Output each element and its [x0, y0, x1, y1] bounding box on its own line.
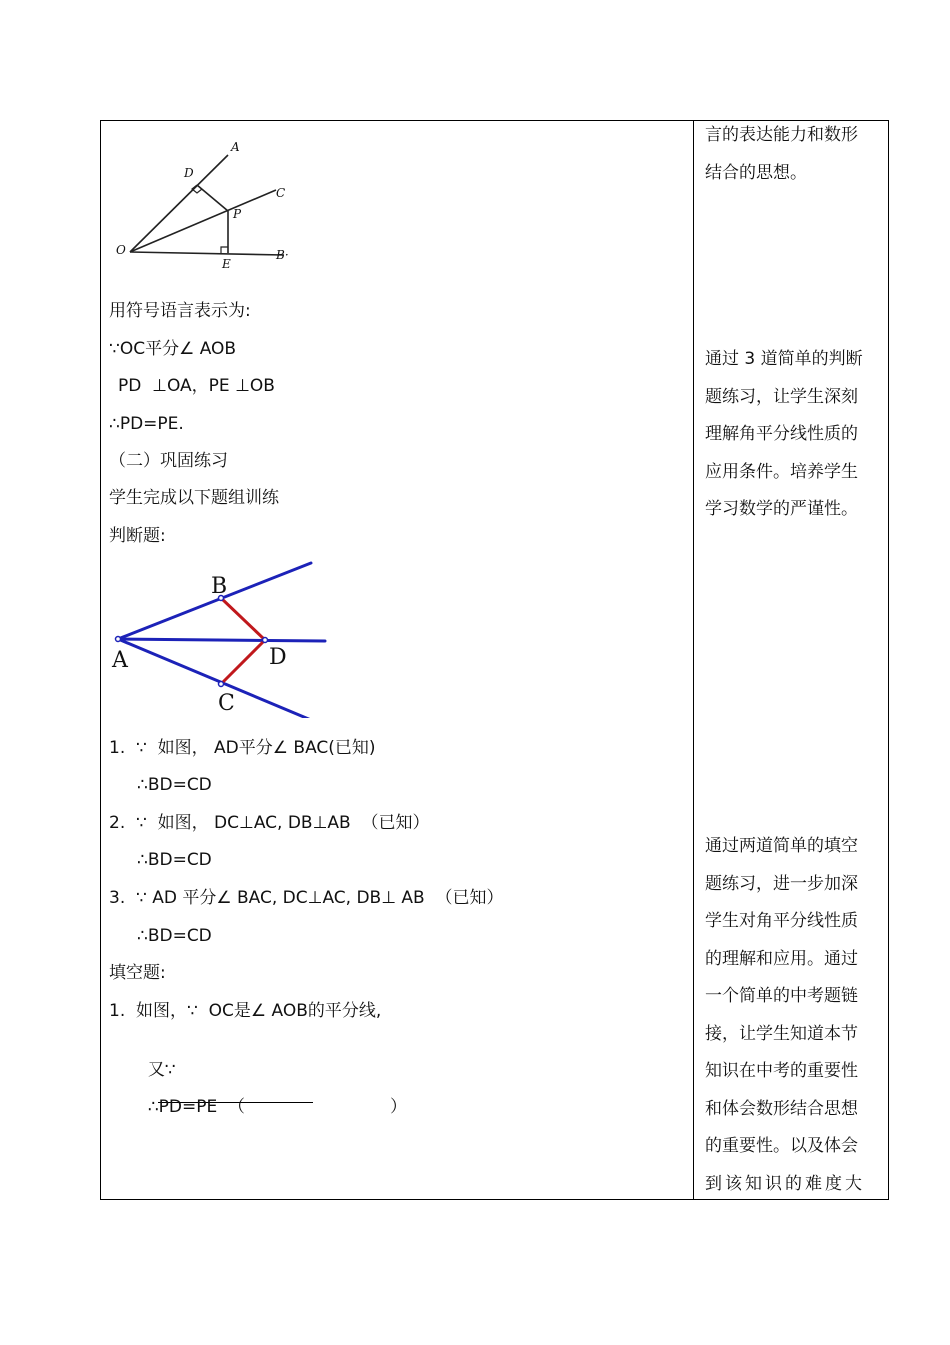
angle-bisector-figure: [108, 135, 298, 275]
note-line: 的理解和应用。通过: [705, 948, 858, 969]
label-p: P: [233, 207, 242, 221]
section-heading: （二）巩固练习: [109, 451, 228, 471]
fill-also: 又∵: [147, 1060, 176, 1080]
label-d: D: [269, 645, 287, 670]
conclusion: ∴PD=PE.: [109, 414, 184, 434]
segment-cd: [221, 640, 265, 684]
note-line: 题练习，让学生深刻: [705, 386, 858, 407]
label-b: B·: [276, 248, 289, 262]
note-line: 通过 3 道简单的判断: [705, 349, 863, 369]
point-a: [116, 637, 121, 642]
fill-title: 填空题:: [109, 963, 166, 983]
instruction: 学生完成以下题组训练: [109, 488, 279, 508]
label-a: A: [231, 140, 240, 154]
given-perpendicular: PD ⊥OA，PE ⊥OB: [118, 376, 275, 396]
notes-block-2: [705, 341, 885, 529]
label-b: B: [211, 574, 228, 599]
judge-q3: 3. ∵ AD 平分∠ BAC, DC⊥AC, DB⊥ AB （已知）: [109, 888, 504, 908]
note-line: 接，让学生知道本节: [705, 1023, 858, 1044]
judge-title: 判断题:: [109, 526, 166, 546]
note-line: 学生对角平分线性质: [705, 911, 858, 931]
fill-answer-line: [137, 1074, 407, 1118]
ray-ad: [118, 639, 325, 641]
note-line: 到该知识的难度大: [705, 1173, 865, 1194]
right-angle-mark-e: [221, 247, 228, 253]
fill-ans-suffix: ）: [390, 1097, 408, 1117]
label-c: C: [218, 691, 235, 716]
label-e: E: [222, 257, 231, 271]
judge-q1: 1. ∵ 如图， AD平分∠ BAC(已知): [109, 738, 376, 758]
ray-oa: [130, 155, 228, 252]
label-d: D: [184, 166, 194, 180]
fill-ans-prefix: ∴PD=PE （: [147, 1097, 246, 1117]
point-d: [263, 638, 268, 643]
judge-a1: ∴BD=CD: [137, 775, 212, 795]
note-line: 通过两道简单的填空: [705, 836, 858, 856]
segment-bd: [221, 598, 265, 640]
note-line: 的重要性。以及体会: [705, 1136, 858, 1156]
point-c: [219, 682, 224, 687]
label-a: A: [112, 648, 128, 673]
ray-oc: [130, 190, 276, 252]
abcd-figure: [108, 558, 338, 718]
note-line: 理解角平分线性质的: [705, 424, 858, 444]
judge-a2: ∴BD=CD: [137, 850, 212, 870]
note-line: 题练习，进一步加深: [705, 873, 858, 894]
note-line: 结合的思想。: [705, 162, 807, 183]
notes-block-1: [705, 117, 885, 192]
column-divider: [693, 120, 694, 1200]
judge-q2: 2. ∵ 如图， DC⊥AC, DB⊥AB （已知）: [109, 813, 430, 833]
symbol-intro: 用符号语言表示为:: [109, 301, 251, 321]
fill-q1: 1. 如图，∵ OC是∠ AOB的平分线,: [109, 1001, 382, 1021]
notes-block-3: [705, 828, 885, 1203]
note-line: 一个简单的中考题链: [705, 986, 858, 1006]
note-line: 言的表达能力和数形: [705, 125, 858, 145]
note-line: 和体会数形结合思想: [705, 1098, 858, 1119]
label-o: O: [116, 243, 126, 257]
note-line: 知识在中考的重要性: [705, 1061, 858, 1081]
given-bisector: ∵OC平分∠ AOB: [109, 339, 237, 359]
note-line: 学习数学的严谨性。: [705, 499, 858, 519]
ray-ob: [130, 252, 284, 255]
label-c: C: [276, 186, 286, 200]
note-line: 应用条件。培养学生: [705, 461, 858, 482]
judge-a3: ∴BD=CD: [137, 926, 212, 946]
